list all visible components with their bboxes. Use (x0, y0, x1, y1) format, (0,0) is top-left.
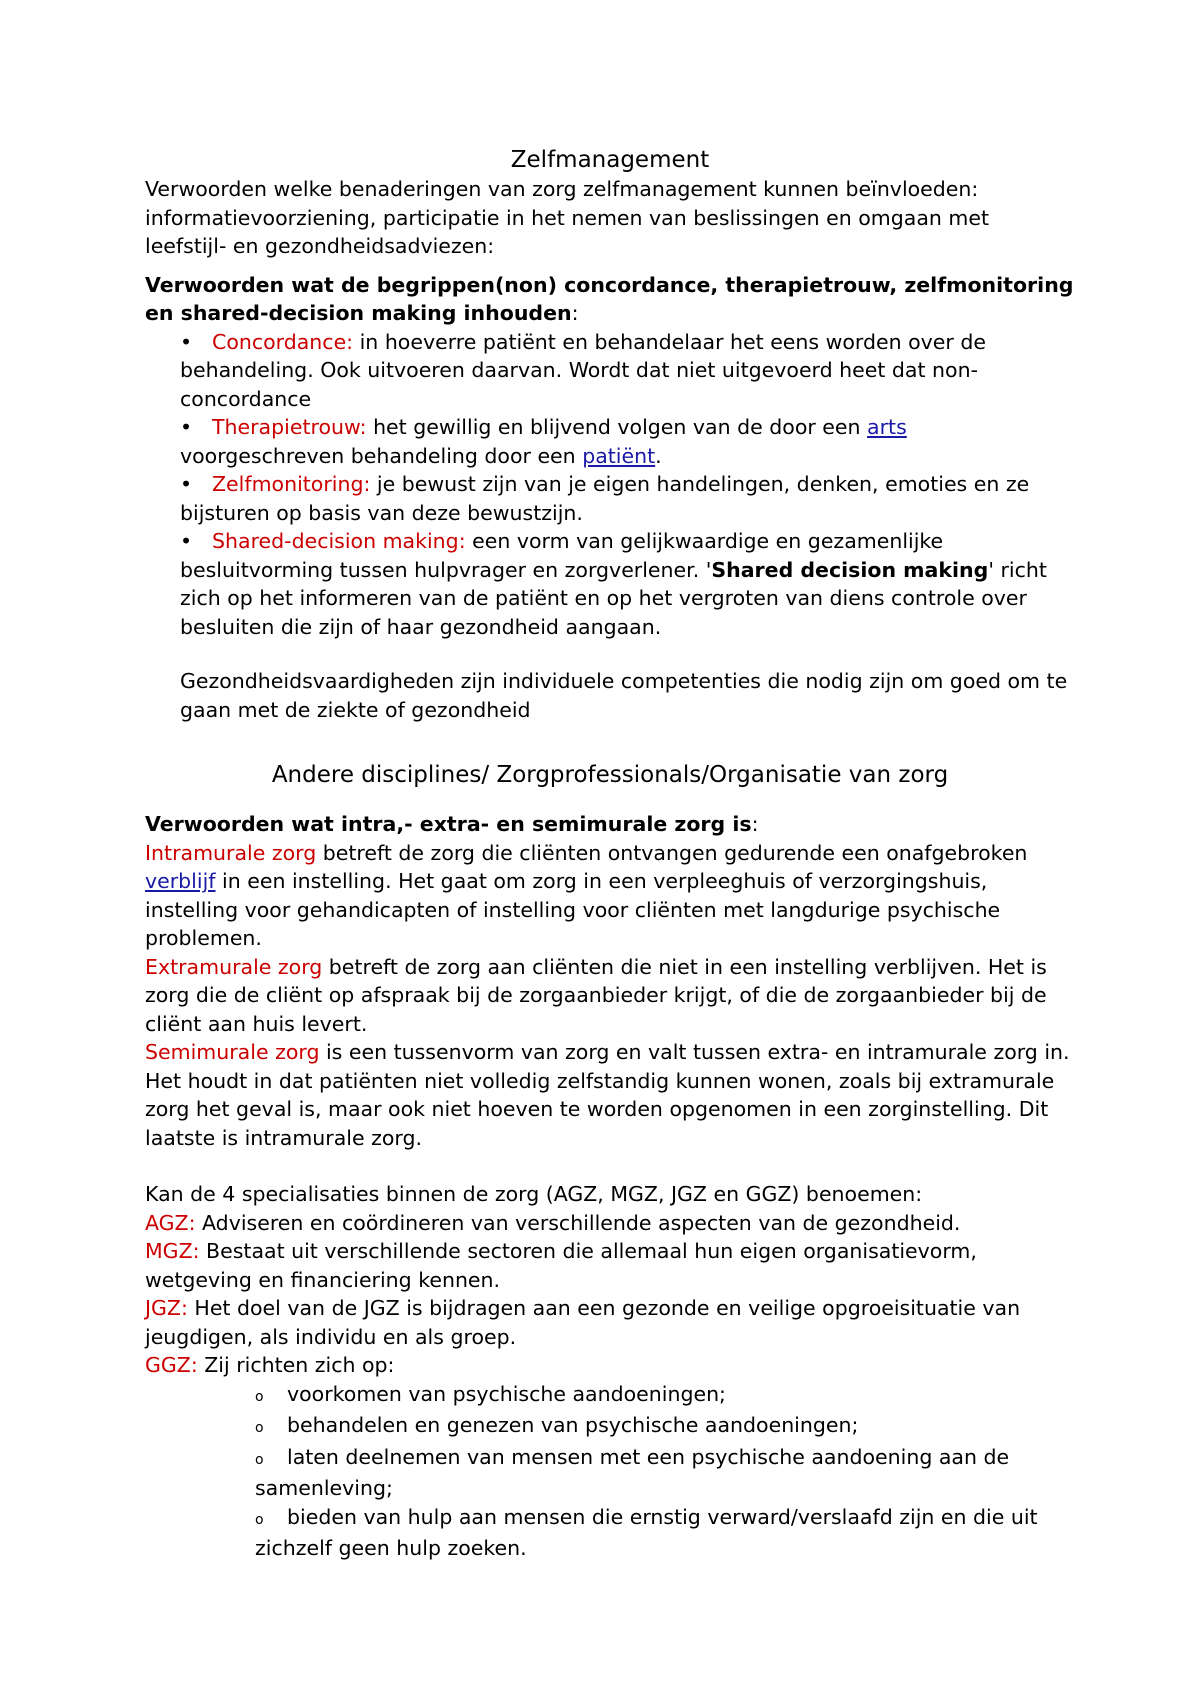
section-title: Andere disciplines/ Zorgprofessionals/Organisatie van zorg (271, 762, 949, 788)
specialisations-heading: Kan de 4 specialisaties binnen de zorg (AGZ, MGZ, JGZ en GGZ) benoemen: (145, 1182, 923, 1206)
circle-bullet-icon: o (255, 1420, 264, 1436)
health-skills-note: Gezondheidsvaardigheden zijn individuele competenties die nodig zijn om goed om te gaan met de ziekte of gezondheid (180, 669, 1068, 722)
link-arts[interactable]: arts (867, 415, 907, 439)
circle-bullet-icon: o (255, 1451, 264, 1468)
bullet-icon: • (180, 472, 193, 496)
mgz-paragraph: MGZ: Bestaat uit verschillende sectoren die allemaal hun eigen organisatievorm, wetgeving en financiering kennen. (145, 1239, 977, 1292)
agz-paragraph: AGZ: Adviseren en coördineren van verschillende aspecten van de gezondheid. (145, 1210, 961, 1235)
care-heading: Verwoorden wat intra,- extra- en semimurale zorg is: (145, 812, 759, 836)
list-item: • Therapietrouw: het gewillig en blijvend volgen van de door een arts voorgeschreven behandeling door een patiënt. (180, 415, 907, 468)
bullet-icon: • (180, 529, 193, 553)
circle-bullet-icon: o (255, 1388, 264, 1405)
intramural-paragraph: Intramurale zorg betreft de zorg die cliënten ontvangen gedurende een onafgebroken verblijf in een instelling. Het gaat om zorg in een verpleeghuis of verzorgingshuis, instelling voor gehandicapten of instelling voor cliënten met langdurige psychische problemen. (145, 840, 1028, 950)
concepts-list (145, 328, 1075, 642)
bullet-icon: • (180, 329, 193, 354)
list-item: • Concordance: in hoeverre patiënt en behandelaar het eens worden over de behandeling. Ook uitvoeren daarvan. Wordt dat niet uitgevoerd heet dat non-concordance (180, 329, 986, 411)
list-item: o behandelen en genezen van psychische aandoeningen; (255, 1411, 1075, 1443)
page-title: Zelfmanagement (510, 147, 710, 173)
jgz-paragraph: JGZ: Het doel van de JGZ is bijdragen aan een gezonde en veilige opgroeisituatie van jeugdigen, als individu en als groep. (145, 1296, 1021, 1349)
circle-bullet-icon: o (255, 1511, 264, 1528)
link-verblijf[interactable]: verblijf (145, 869, 216, 893)
ggz-list (145, 1380, 1075, 1563)
list-item: o bieden van hulp aan mensen die ernstig verward/verslaafd zijn en die uit zichzelf geen hulp zoeken. (255, 1504, 1038, 1560)
list-item: • Zelfmonitoring: je bewust zijn van je eigen handelingen, denken, emoties en ze bijsturen op basis van deze bewustzijn. (180, 472, 1030, 525)
list-item: o voorkomen van psychische aandoeningen; (255, 1380, 1075, 1412)
list-item: o laten deelnemen van mensen met een psychische aandoening aan de samenleving; (255, 1444, 1010, 1500)
ggz-paragraph: GGZ: Zij richten zich op: (145, 1353, 395, 1377)
document-content (145, 145, 1075, 1563)
list-item: • Shared-decision making: een vorm van gelijkwaardige en gezamenlijke besluitvorming tussen hulpvrager en zorgverlener. 'Shared decision making' richt zich op het informeren van de patiënt en op het vergroten van diens controle over besluiten die zijn of haar gezondheid aangaan. (180, 529, 1047, 639)
bullet-icon: • (180, 415, 193, 439)
intro-paragraph: Verwoorden welke benaderingen van zorg zelfmanagement kunnen beïnvloeden: informatievoorziening, participatie in het nemen van beslissingen en omgaan met leefstijl- en gezondheidsadviezen: (145, 177, 990, 258)
link-patient[interactable]: patiënt (582, 443, 656, 468)
extramural-paragraph: Extramurale zorg betreft de zorg aan cliënten die niet in een instelling verblijven. Het is zorg die de cliënt op afspraak bij de zorgaanbieder krijgt, of die de zorgaanbieder bij de cliënt aan huis levert. (145, 954, 1047, 1036)
concepts-heading: Verwoorden wat de begrippen(non) concordance, therapietrouw, zelfmonitoring en shared-decision making inhouden: (145, 272, 1074, 325)
semimural-paragraph: Semimurale zorg is een tussenvorm van zorg en valt tussen extra- en intramurale zorg in. Het houdt in dat patiënten niet volledig zelfstandig kunnen wonen, zoals bij extramurale zorg het geval is, maar ook niet hoeven te worden opgenomen in een zorginstelling. Dit laatste is intramurale zorg. (145, 1040, 1070, 1150)
